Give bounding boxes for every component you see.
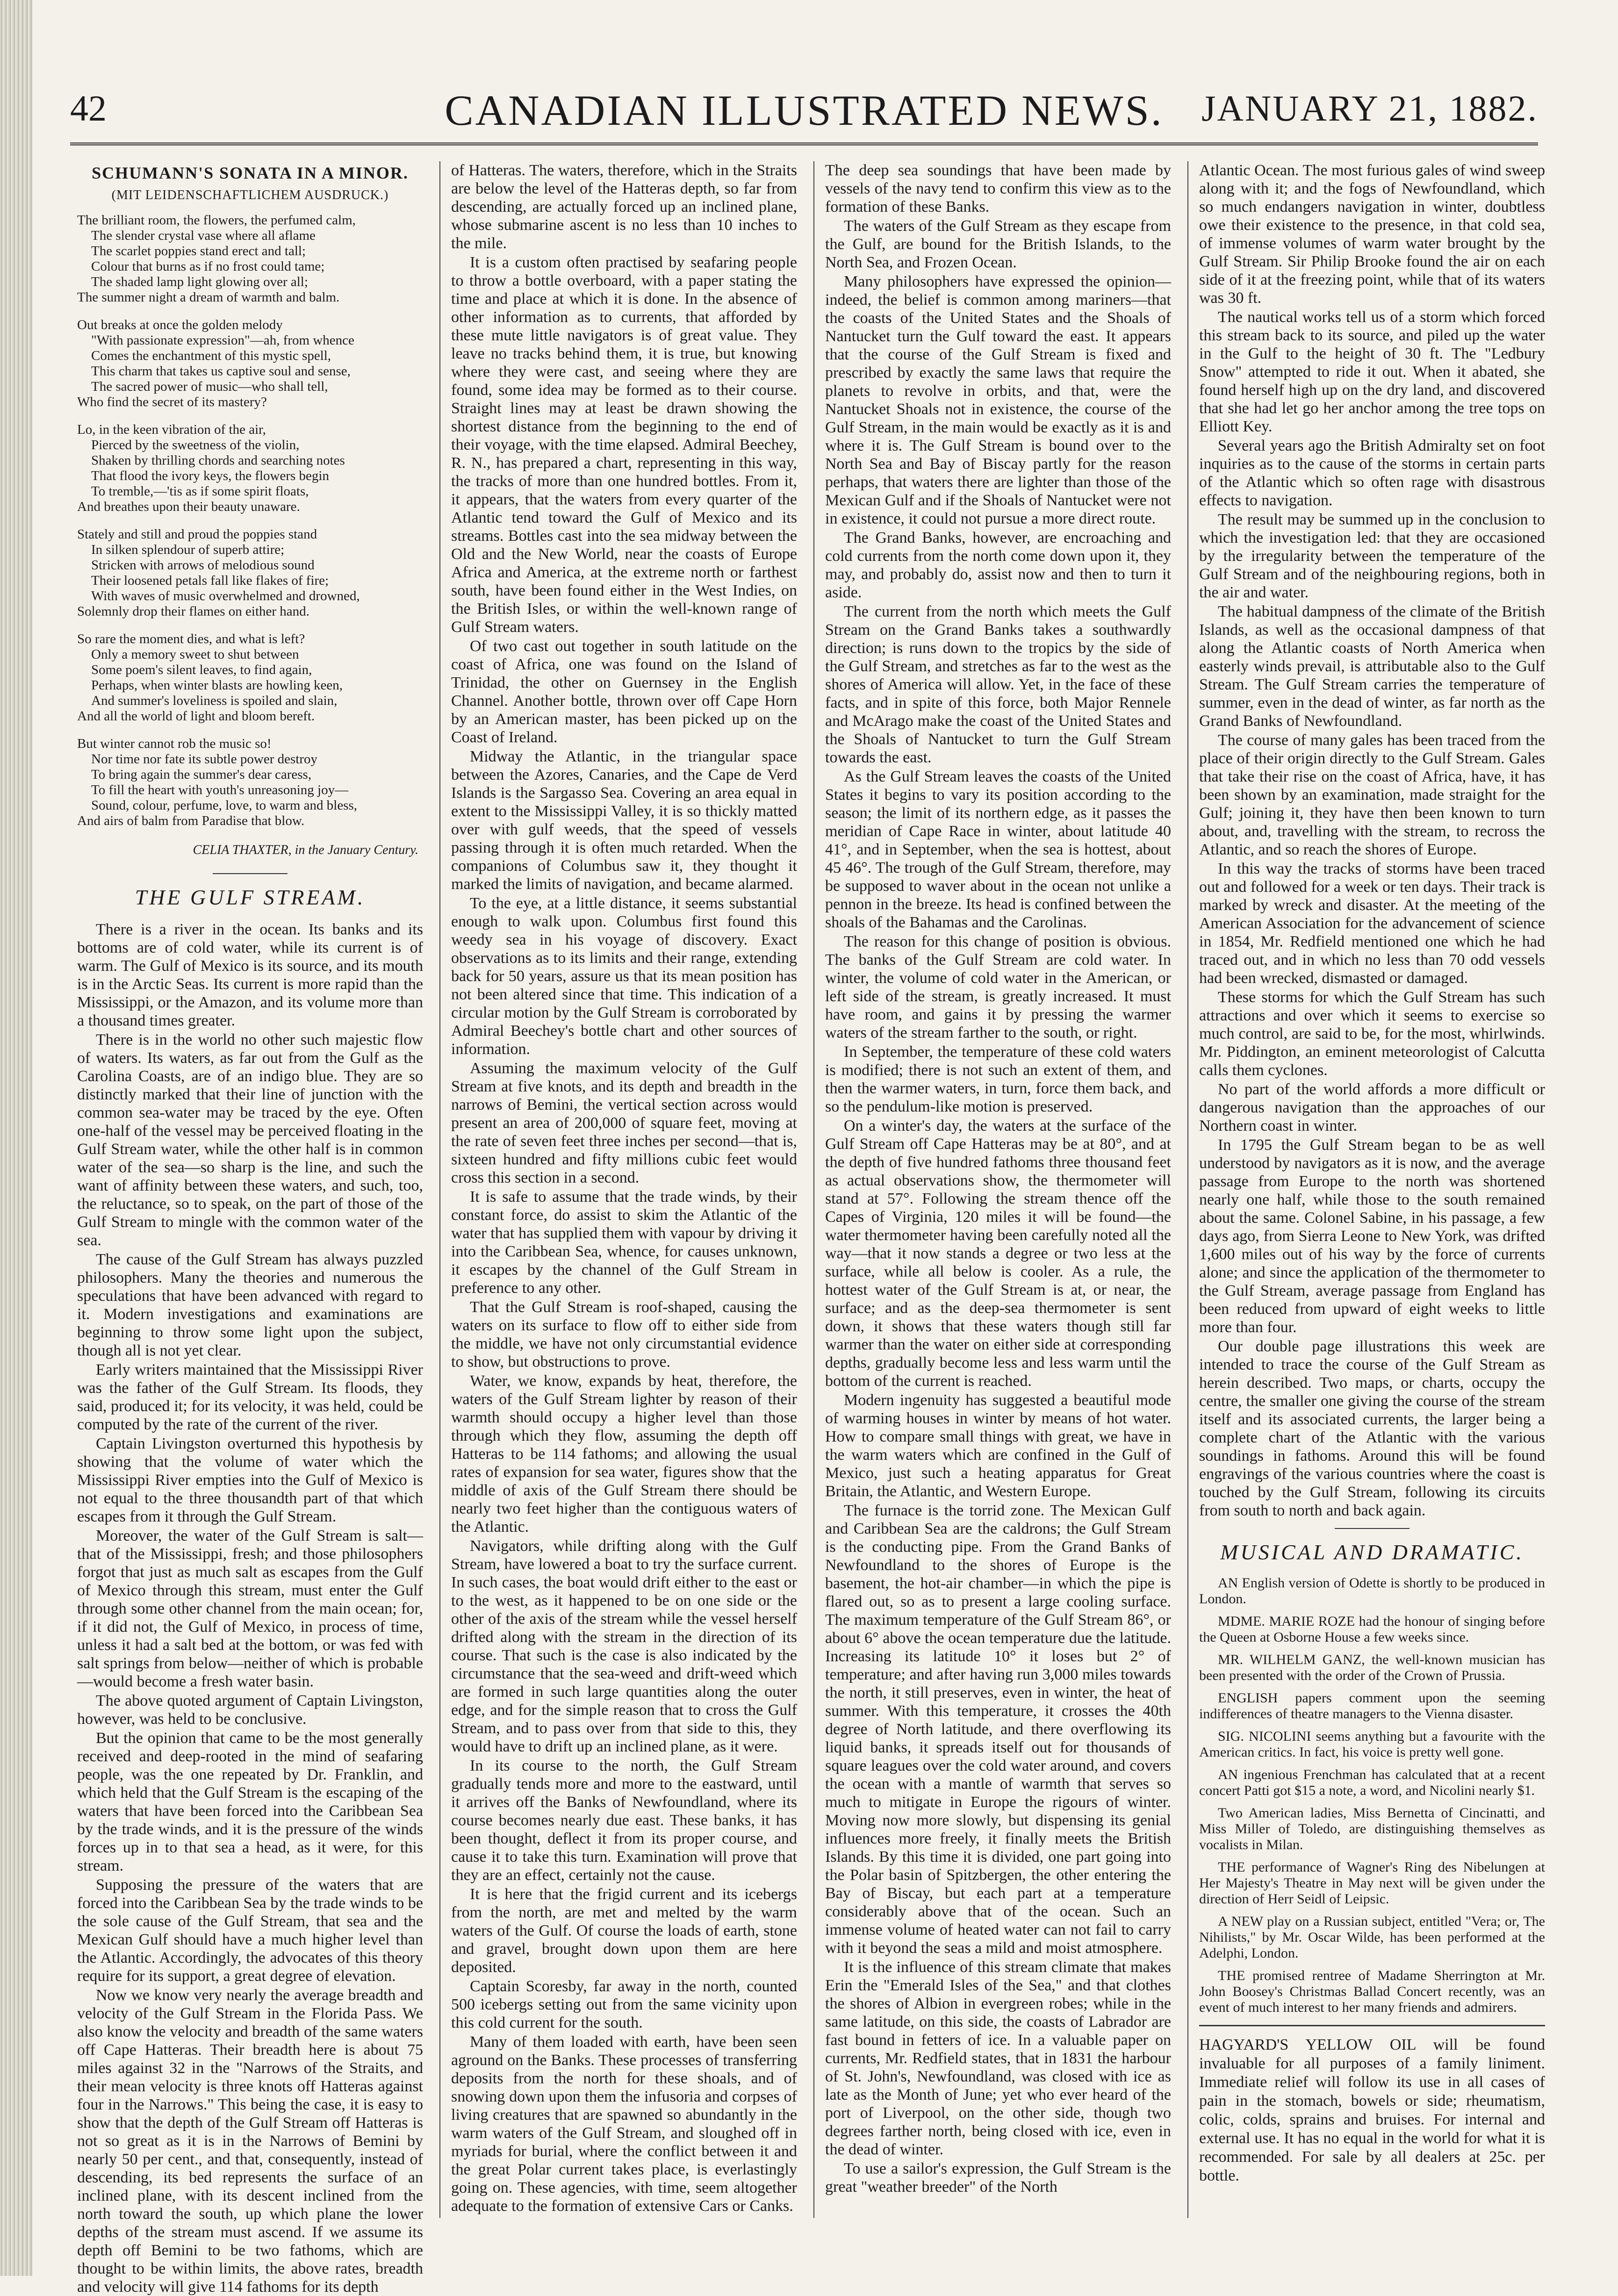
article-paragraph: Moreover, the water of the Gulf Stream is salt—that of the Mississippi, fresh; and those philosophers forgot that just as much salt as escapes from the Gulf of Mexico through this stream, must enter the Gulf through some other channel from the main ocean; for, if it did not, the Gulf of Mexico, in process of time, unless it had a salt bed at the bottom, or was fed with salt springs from below—neither of which is probable—would become a fresh water basin. xyxy=(77,1527,423,1690)
article-paragraph: Our double page illustrations this week are intended to trace the course of the Gulf Stream as herein described. Two maps, or charts, occupy the centre, the smaller one giving the course of the stream itself and its associated currents, the larger being a complete chart of the Atlantic with the various soundings in fathoms. Around this will be found engravings of the various countries where the coast is touched by the Gulf Stream, following its circuits from south to north and back again. xyxy=(1199,1338,1545,1519)
article-paragraph: To the eye, at a little distance, it seems substantial enough to walk upon. Columbus first found this weedy sea in his voyage of discovery. Exact observations as to its limits and their range, extending back for 50 years, assure us that its mean position has not been altered since that time. This indication of a circular motion by the Gulf Stream is corroborated by Admiral Beechey's bottle chart and other sources of information. xyxy=(451,895,797,1058)
poem-line: To fill the heart with youth's unreasoning joy— xyxy=(91,782,349,797)
article-body-col2 xyxy=(451,161,797,2215)
column-3 xyxy=(825,161,1171,2227)
article-paragraph: To use a sailor's expression, the Gulf Stream is the great "weather breeder" of the North xyxy=(825,2160,1171,2196)
article-paragraph: There is in the world no other such majestic flow of waters. Its waters, as far out from the Gulf as the Carolina Coasts, are of an indigo blue. They are so distinctly marked that their line of junction with the common sea-water may be traced by the eye. Often one-half of the vessel may be perceived floating in the Gulf Stream water, while the other half is in common water of the sea—so sharp is the line, and such the want of affinity between these waters, and such, too, the reluctance, so to speak, on the part of those of the Gulf Stream to mingle with the common water of the sea. xyxy=(77,1031,423,1249)
poem-line: This charm that takes us captive soul and sense, xyxy=(91,364,351,379)
musical-note: THE performance of Wagner's Ring des Nibelungen at Her Majesty's Theatre in May next will be given under the direction of Herr Seidl of Leipsic. xyxy=(1199,1859,1545,1907)
poem-line: Comes the enchantment of this mystic spell, xyxy=(91,348,331,363)
article-paragraph: of Hatteras. The waters, therefore, which in the Straits are below the level of the Hatteras depth, so far from descending, are actually forced up an inclined plane, whose submarine ascent is no less than 10 inches to the mile. xyxy=(451,162,797,252)
article-paragraph: The habitual dampness of the climate of the British Islands, as well as the occasional dampness of that along the Atlantic coasts of North America when easterly winds prevail, is attributable also to the Gulf Stream. The Gulf Stream carries the temperature of summer, even in the dead of winter, as far north as the Grand Banks of Newfoundland. xyxy=(1199,603,1545,730)
poem-line: Nor time nor fate its subtle power destroy xyxy=(91,752,318,767)
newspaper-title: CANADIAN ILLUSTRATED NEWS. xyxy=(445,86,1164,134)
poem-line: Stately and still and proud the poppies stand xyxy=(77,527,317,542)
advertisement xyxy=(1199,2025,1545,2185)
article-paragraph: But the opinion that came to be the most generally received and deep-rooted in the mind of seafaring people, was the one repeated by Dr. Franklin, and which held that the Gulf Stream is the escaping of the waters that have been forced into the Caribbean Sea by the trade winds, and it is the pressure of the winds forces up in to that sea a head, as it were, for this stream. xyxy=(77,1729,423,1874)
poem-body xyxy=(77,213,423,829)
musical-note: ENGLISH papers comment upon the seeming indifferences of theatre managers to the Vienna disaster. xyxy=(1199,1690,1545,1722)
column-divider xyxy=(439,161,440,2218)
article-paragraph: It is safe to assume that the trade winds, by their constant force, do assist to skim the Atlantic of the water that has supplied them with vapour by driving it into the Caribbean Sea, whence, for causes unknown, it escapes by the channel of the Gulf Stream in preference to any other. xyxy=(451,1188,797,1297)
poem-line: Sound, colour, perfume, love, to warm and bless, xyxy=(91,798,358,813)
article-paragraph: It is a custom often practised by seafaring people to throw a bottle overboard, with a paper stating the time and place at which it is done. In the absence of other information as to currents, that afforded by these mute little navigators is of great value. They leave no tracks behind them, it is true, but knowing where they were cast, and seeing where they are found, some idea may be formed as to their course. Straight lines may at least be drawn showing the shortest distance from the beginning to the end of their voyage, with the time elapsed. Admiral Beechey, R. N., has prepared a chart, representing in this way, the tracks of more than one hundred bottles. From it, it appears, that the waters from every quarter of the Atlantic tend toward the Gulf of Mexico and its streams. Bottles cast into the sea midway between the Old and the New World, near the coasts of Europe Africa and America, at the extreme north or farthest south, have been found either in the West Indies, on the British Isles, or within the well-known range of Gulf Stream waters. xyxy=(451,254,797,636)
article-body-col1 xyxy=(77,920,423,2296)
article-paragraph: Supposing the pressure of the waters that are forced into the Caribbean Sea by the trade winds to be the sole cause of the Gulf Stream, that sea and the Mexican Gulf should have a much higher level than the Atlantic. Accordingly, the advocates of this theory require for its support, a great degree of elevation. xyxy=(77,1876,423,1985)
article-paragraph: The Grand Banks, however, are encroaching and cold currents from the north come down upon it, they may, and probably do, assist now and then to turn it aside. xyxy=(825,529,1171,601)
poem-line: And breathes upon their beauty unaware. xyxy=(77,499,300,514)
poem-line: Shaken by thrilling chords and searching notes xyxy=(91,453,345,468)
issue-date: JANUARY 21, 1882. xyxy=(1201,88,1538,129)
poem-line: The scarlet poppies stand erect and tall; xyxy=(91,244,306,258)
poem-line: So rare the moment dies, and what is left? xyxy=(77,631,305,646)
poem-line: And all the world of light and bloom bereft. xyxy=(77,709,315,724)
article-paragraph: Water, we know, expands by heat, therefore, the waters of the Gulf Stream lighter by reason of their warmth should occupy a higher level than those through which they flow, assuming the depth off Hatteras to be 114 fathoms; and allowing the usual rates of expansion for sea water, figures show that the middle of axis of the Gulf Stream there should be nearly two feet higher than the contiguous waters of the Atlantic. xyxy=(451,1372,797,1535)
article-paragraph: Of two cast out together in south latitude on the coast of Africa, one was found on the Island of Trinidad, the other on Guernsey in the English Channel. Another bottle, thrown over off Cape Horn by an American master, has been picked up on the Coast of Ireland. xyxy=(451,638,797,746)
article-paragraph: Midway the Atlantic, in the triangular space between the Azores, Canaries, and the Cape de Verd Islands is the Sargasso Sea. Covering an area equal in extent to the Mississippi Valley, it is so thickly matted over with gulf weeds, that the speed of vessels passing through it is often much retarded. When the companions of Columbus saw it, they thought it marked the limits of navigation, and became alarmed. xyxy=(451,748,797,893)
poem-line: To bring again the summer's dear caress, xyxy=(91,767,312,782)
poem-line: The brilliant room, the flowers, the perfumed calm, xyxy=(77,213,356,228)
poem-line: Their loosened petals fall like flakes of fire; xyxy=(91,573,329,588)
article-paragraph: The nautical works tell us of a storm which forced this stream back to its source, and piled up the water in the Gulf to the height of 30 ft. The "Ledbury Snow" attempted to ride it out. When it abated, she found herself high up on the dry land, and discovered that she had let go her anchor among the tree tops on Elliott Key. xyxy=(1199,309,1545,435)
article-paragraph: In September, the temperature of these cold waters is modified; there is not such an extent of them, and then the warmer waters, in turn, force them back, and so the pendulum-like motion is preserved. xyxy=(825,1043,1171,1115)
article-heading: THE GULF STREAM. xyxy=(135,885,366,909)
article-paragraph: Now we know very nearly the average breadth and velocity of the Gulf Stream in the Florida Pass. We also know the velocity and breadth of the same waters off Cape Hatteras. Their breadth here is about 75 miles against 32 in the "Narrows of the Straits, and their mean velocity is three knots off Hatteras against four in the Narrows." This being the case, it is easy to show that the depth of the Gulf Stream off Hatteras is not so great as it is in the Narrows of Bemini by nearly 50 per cent., and that, consequently, instead of descending, its bed represents the surface of an inclined plane, with its descent inclined from the north toward the south, up which plane the lower depths of the stream must ascend. If we assume its depth off Bemini to be two fathoms, which are thought to be within limits, the above rates, breadth and velocity will give 114 fathoms for its depth xyxy=(77,1987,423,2296)
musical-note: SIG. NICOLINI seems anything but a favourite with the American critics. In fact, his voice is pretty well gone. xyxy=(1199,1729,1545,1760)
poem-title: SCHUMANN'S SONATA IN A MINOR. xyxy=(92,164,409,182)
article-paragraph: These storms for which the Gulf Stream has such attractions and over which it seems to exercise so much control, are said to be, for the most, whirlwinds. Mr. Piddington, an eminent meteorologist of Calcutta calls them cyclones. xyxy=(1199,989,1545,1079)
article-body-col3 xyxy=(825,161,1171,2196)
article-paragraph: There is a river in the ocean. Its banks and its bottoms are of cold water, while its current is of warm. The Gulf of Mexico is its source, and its mouth is in the Arctic Seas. Its current is more rapid than the Mississippi, or the Amazon, and its volume more than a thousand times greater. xyxy=(77,921,423,1029)
page-number: 42 xyxy=(70,88,107,129)
article-paragraph: That the Gulf Stream is roof-shaped, causing the waters on its surface to flow off to either side from the middle, we have not only circumstantial evidence to show, but obstructions to prove. xyxy=(451,1299,797,1370)
poem-line: Colour that burns as if no frost could tame; xyxy=(91,259,325,274)
musical-note: AN English version of Odette is shortly to be produced in London. xyxy=(1199,1575,1545,1607)
masthead-rule xyxy=(70,143,1538,145)
article-paragraph: Several years ago the British Admiralty set on foot inquiries as to the cause of the storms in certain parts of the Atlantic which so often rage with disastrous effects to navigation. xyxy=(1199,437,1545,509)
masthead xyxy=(70,82,1538,147)
article-paragraph: The course of many gales has been traced from the place of their origin directly to the Gulf Stream. Gales that take their rise on the coast of Africa, have, it has been shown by an examination, made straight for the Gulf; joining it, they have then been known to turn about, and, travelling with the stream, to recross the Atlantic, and so reach the shores of Europe. xyxy=(1199,732,1545,858)
musical-note: MR. WILHELM GANZ, the well-known musician has been presented with the order of the Crown of Prussia. xyxy=(1199,1652,1545,1683)
article-paragraph: Atlantic Ocean. The most furious gales of wind sweep along with it; and the fogs of Newfoundland, which so much endangers navigation in winter, doubtless owe their existence to the presence, in that cold sea, of immense volumes of warm water brought by the Gulf Stream. Sir Philip Brooke found the air on each side of it at the freezing point, while that of its waters was 30 ft. xyxy=(1199,162,1545,307)
poem-line: Only a memory sweet to shut between xyxy=(91,647,299,662)
musical-note: MDME. MARIE ROZE had the honour of singing before the Queen at Osborne House a few weeks since. xyxy=(1199,1614,1545,1645)
article-paragraph: It is the influence of this stream climate that makes Erin the "Emerald Isles of the Sea," and that clothes the shores of Albion in evergreen robes; while in the same latitude, on this side, the coasts of Labrador are fast bound in fetters of ice. In a valuable paper on currents, Mr. Redfield states, that in 1831 the harbour of St. John's, Newfoundland, was closed with ice as late as the Month of June; yet who ever heard of the port of Liverpool, on the other side, though two degrees farther north, being closed with ice, even in the dead of winter. xyxy=(825,1959,1171,2158)
column-4 xyxy=(1199,161,1545,2227)
poem-line: Solemnly drop their flames on either hand. xyxy=(77,604,309,619)
column-2 xyxy=(451,161,797,2227)
poem-line: The shaded lamp light glowing over all; xyxy=(91,274,308,289)
poem-line: "With passionate expression"—ah, from whence xyxy=(91,333,354,348)
musical-note: AN ingenious Frenchman has calculated that at a recent concert Patti got $15 a note, a word, and Nicolini nearly $1. xyxy=(1199,1767,1545,1798)
poem-line: Some poem's silent leaves, to find again, xyxy=(91,662,312,677)
poem-line: That flood the ivory keys, the flowers begin xyxy=(91,468,329,483)
column-divider xyxy=(813,161,814,2218)
poem-line: And airs of balm from Paradise that blow. xyxy=(77,813,305,828)
section-divider xyxy=(213,873,288,874)
poem-line: The slender crystal vase where all aflame xyxy=(91,228,316,243)
article-paragraph: The waters of the Gulf Stream as they escape from the Gulf, are bound for the British Islands, to the North Sea, and Frozen Ocean. xyxy=(825,217,1171,271)
poem-stanza xyxy=(77,631,423,724)
article-paragraph: The current from the north which meets the Gulf Stream on the Grand Banks takes a southwardly direction; is runs down to the tropics by the side of the Gulf Stream, and stretches as far to the west as the shores of America will allow. Yet, in the face of these facts, and in spite of this force, both Major Rennele and McArago make the coast of the United States and the Shoals of Nantucket to turn the Gulf Stream towards the east. xyxy=(825,603,1171,766)
poem-stanza xyxy=(77,422,423,515)
article-paragraph: Navigators, while drifting along with the Gulf Stream, have lowered a boat to try the surface current. In such cases, the boat would drift either to the east or to the west, as it happened to be on one side or the other of the axis of the stream while the vessel herself drifted along with the stream in the direction of its course. That such is the case is also indicated by the circumstance that the sea-weed and drift-weed which are formed in such large quantities along the outer edge, and for the simple reason that to cross the Gulf Stream, and to pass over from that side to this, they would have to drift up an inclined plane, as it were. xyxy=(451,1537,797,1755)
poem-line: In silken splendour of superb attire; xyxy=(91,542,285,557)
article-paragraph: No part of the world affords a more difficult or dangerous navigation than the approaches of our Northern coast in winter. xyxy=(1199,1081,1545,1134)
musical-notes xyxy=(1199,1575,1545,2016)
scan-gutter xyxy=(0,0,33,2276)
poem-line: Perhaps, when winter blasts are howling keen, xyxy=(91,678,343,693)
article-paragraph: As the Gulf Stream leaves the coasts of the United States it begins to vary its position according to the season; the limit of its northern edge, as it passes the meridian of Cape Race in winter, about latitude 40 41°, and in September, when the sea is hottest, about 45 46°. The trough of the Gulf Stream, therefore, may be supposed to waver about in the ocean not unlike a pennon in the breeze. Its head is confined between the shoals of the Bahamas and the Carolinas. xyxy=(825,768,1171,931)
article-paragraph: The deep sea soundings that have been made by vessels of the navy tend to confirm this view as to the formation of these Banks. xyxy=(825,162,1171,215)
poem-stanza xyxy=(77,736,423,829)
article-paragraph: Many philosophers have expressed the opinion—indeed, the belief is common among mariners—that the coasts of the United States and the Shoals of Nantucket turn the Gulf toward the east. It appears that the course of the Gulf Stream is fixed and prescribed by exactly the same laws that require the planets to revolve in orbits, and that, were the Nantucket Shoals not in existence, the course of the Gulf Stream, in the main would be exactly as it is and where it is. The Gulf Stream is bound over to the North Sea and Bay of Biscay partly for the reason perhaps, that waters there are lighter than those of the Mexican Gulf and if the Shoals of Nantucket were not in existence, it could not pursue a more direct route. xyxy=(825,273,1171,527)
musical-heading: MUSICAL AND DRAMATIC. xyxy=(1220,1540,1524,1564)
article-paragraph: The result may be summed up in the conclusion to which the investigation led: that they are occasioned by the irregularity between the temperature of the Gulf Stream and of the neighbouring regions, both in the air and water. xyxy=(1199,511,1545,601)
poem-line: The summer night a dream of warmth and balm. xyxy=(77,290,340,305)
poem-line: Lo, in the keen vibration of the air, xyxy=(77,422,266,437)
section-divider xyxy=(1335,1528,1409,1529)
poem-line: But winter cannot rob the music so! xyxy=(77,736,272,751)
poem-stanza xyxy=(77,213,423,305)
article-paragraph: The cause of the Gulf Stream has always puzzled philosophers. Many the theories and numerous the speculations that have been advanced with regard to it. Modern investigations and examinations are beginning to throw some light upon the subject, though all is not yet clear. xyxy=(77,1251,423,1359)
musical-note: A NEW play on a Russian subject, entitled "Vera; or, The Nihilists," by Mr. Oscar Wilde, has been performed at the Adelphi, London. xyxy=(1199,1914,1545,1961)
column-1 xyxy=(77,161,423,2296)
article-body-col4 xyxy=(1199,161,1545,1520)
article-paragraph: In this way the tracks of storms have been traced out and followed for a week or ten days. Their track is marked by wreck and disaster. At the meeting of the American Association for the advancement of science in 1854, Mr. Redfield mentioned one which he had traced out, and in which no less than 70 odd vessels had been wrecked, dismasted or damaged. xyxy=(1199,860,1545,987)
poem-line: With waves of music overwhelmed and drowned, xyxy=(91,588,360,603)
article-paragraph: Assuming the maximum velocity of the Gulf Stream at five knots, and its depth and breadth in the narrows of Bemini, the vertical section across would present an area of 200,000 of square feet, moving at the rate of seven feet three inches per second—that is, sixteen hundred and fifty millions cubic feet would cross this section in a second. xyxy=(451,1060,797,1186)
poem-line: Pierced by the sweetness of the violin, xyxy=(91,438,300,452)
poem-line: Out breaks at once the golden melody xyxy=(77,317,283,332)
poem-line: Who find the secret of its mastery? xyxy=(77,395,267,409)
article-paragraph: The furnace is the torrid zone. The Mexican Gulf and Caribbean Sea are the caldrons; the Gulf Stream is the conducting pipe. From the Grand Banks of Newfoundland to the shores of Europe is the basement, the hot-air chamber—in which the pipe is flared out, so as to present a large cooling surface. The maximum temperature of the Gulf Stream 86°, or about 6° above the ocean temperature due the latitude. Increasing its latitude 10° it loses but 2° of temperature; and after having run 3,000 miles towards the north, it still preserves, even in winter, the heat of summer. With this temperature, it crosses the 40th degree of North latitude, and there overflowing its liquid banks, it spreads itself out for thousands of square leagues over the cold water around, and covers the ocean with a mantle of warmth that serves so much to mitigate in Europe the rigours of winter. Moving now more slowly, but dispensing its genial influences more freely, it finally meets the British Islands. By this time it is divided, one part going into the Polar basin of Spitzbergen, the other entering the Bay of Biscay, but each part at a temperature considerably above that of the ocean. Such an immense volume of heated water can not fail to carry with it beyond the seas a mild and moist atmosphere. xyxy=(825,1502,1171,1957)
article-paragraph: The above quoted argument of Captain Livingston, however, was held to be conclusive. xyxy=(77,1692,423,1728)
article-paragraph: Captain Livingston overturned this hypothesis by showing that the volume of water which the Mississippi River empties into the Gulf of Mexico is not equal to the three thousandth part of that which escapes from it through the Gulf Stream. xyxy=(77,1435,423,1525)
poem-credit: CELIA THAXTER, in the January Century. xyxy=(193,843,418,857)
article-paragraph: Many of them loaded with earth, have been seen aground on the Banks. These processes of transferring deposits from the north for these shoals, and of snowing down upon them the infusoria and corpses of living creatures that are spawned so abundantly in the warm waters of the Gulf Stream, and sloughed off in myriads for burial, where the conflict between it and the great Polar current takes place, is everlastingly going on. These agencies, with time, seem altogether adequate to the formation of extensive Cars or Canks. xyxy=(451,2033,797,2215)
poem-stanza xyxy=(77,527,423,619)
article-paragraph: The reason for this change of position is obvious. The banks of the Gulf Stream are cold water. In winter, the volume of cold water in the American, or left side of the stream, is greatly increased. It must have room, and gains it by pressing the warmer waters of the stream farther to the south, or right. xyxy=(825,933,1171,1041)
article-paragraph: In its course to the north, the Gulf Stream gradually tends more and more to the eastward, until it arrives off the Banks of Newfoundland, where its course becomes nearly due east. These banks, it has been thought, deflect it from its proper course, and cause it to take this turn. Examination will prove that they are an effect, certainly not the cause. xyxy=(451,1757,797,1884)
poem-line: Stricken with arrows of melodious sound xyxy=(91,558,315,573)
poem-subtitle: (MIT LEIDENSCHAFTLICHEM AUSDRUCK.) xyxy=(111,188,389,202)
article-paragraph: Modern ingenuity has suggested a beautiful mode of warming houses in winter by means of hot water. How to compare small things with great, we have in the warm waters which are confined in the Gulf of Mexico, just such a heating apparatus for Great Britain, the Atlantic, and Western Europe. xyxy=(825,1392,1171,1500)
poem-line: To tremble,—'tis as if some spirit floats, xyxy=(91,484,309,499)
advertisement-text: HAGYARD'S YELLOW OIL will be found invaluable for all purposes of a family liniment. Immediate relief will follow its use in all cases of pain in the stomach, bowels or side; rheumatism, colic, colds, sprains and bruises. For internal and external use. It has no equal in the world for what it is recommended. For sale by all dealers at 25c. per bottle. xyxy=(1199,2036,1545,2184)
poem-line: And summer's loveliness is spoiled and slain, xyxy=(91,693,338,708)
poem-stanza xyxy=(77,317,423,410)
article-paragraph: In 1795 the Gulf Stream began to be as well understood by navigators as it is now, and the average passage from Europe to the north was shortened nearly one half, while those to the south remained about the same. Colonel Sabine, in his passage, a few days ago, from Sierra Leone to New York, was drifted 1,600 miles out of his way by the force of currents alone; and since the application of the thermometer to the Gulf Stream, average passage from England has been reduced from upward of eight weeks to little more than four. xyxy=(1199,1136,1545,1336)
poem-line: The sacred power of music—who shall tell, xyxy=(91,379,328,394)
article-paragraph: Captain Scoresby, far away in the north, counted 500 icebergs setting out from the same vicinity upon this cold current for the south. xyxy=(451,1978,797,2031)
article-paragraph: On a winter's day, the waters at the surface of the Gulf Stream off Cape Hatteras may be at 80°, and at the depth of five hundred fathoms three thousand feet as actual observations show, the thermometer will stand at 57°. Following the stream thence off the Capes of Virginia, 120 miles it will be found—the water thermometer having been carefully noted all the way—that it now stands a degree or two less at the surface, while all below is cooler. As a rule, the hottest water of the Gulf Stream is at, or near, the surface; and as the deep-sea thermometer is sent down, it shows that these waters though still far warmer than the water on either side at corresponding depths, gradually become less and less warm until the bottom of the current is reached. xyxy=(825,1117,1171,1390)
column-divider xyxy=(1187,161,1188,2218)
musical-note: THE promised rentree of Madame Sherrington at Mr. John Boosey's Christmas Ballad Concert recently, was an event of much interest to her many friends and admirers. xyxy=(1199,1968,1545,2015)
musical-note: Two American ladies, Miss Bernetta of Cincinatti, and Miss Miller of Toledo, are distinguishing themselves as vocalists in Milan. xyxy=(1199,1805,1545,1852)
article-paragraph: It is here that the frigid current and its icebergs from the north, are met and melted by the warm waters of the Gulf. Of course the loads of earth, stone and gravel, brought down upon them are here deposited. xyxy=(451,1886,797,1976)
article-paragraph: Early writers maintained that the Mississippi River was the father of the Gulf Stream. Its floods, they said, produced it; for its velocity, it was held, could be computed by the rate of the current of the river. xyxy=(77,1361,423,1433)
